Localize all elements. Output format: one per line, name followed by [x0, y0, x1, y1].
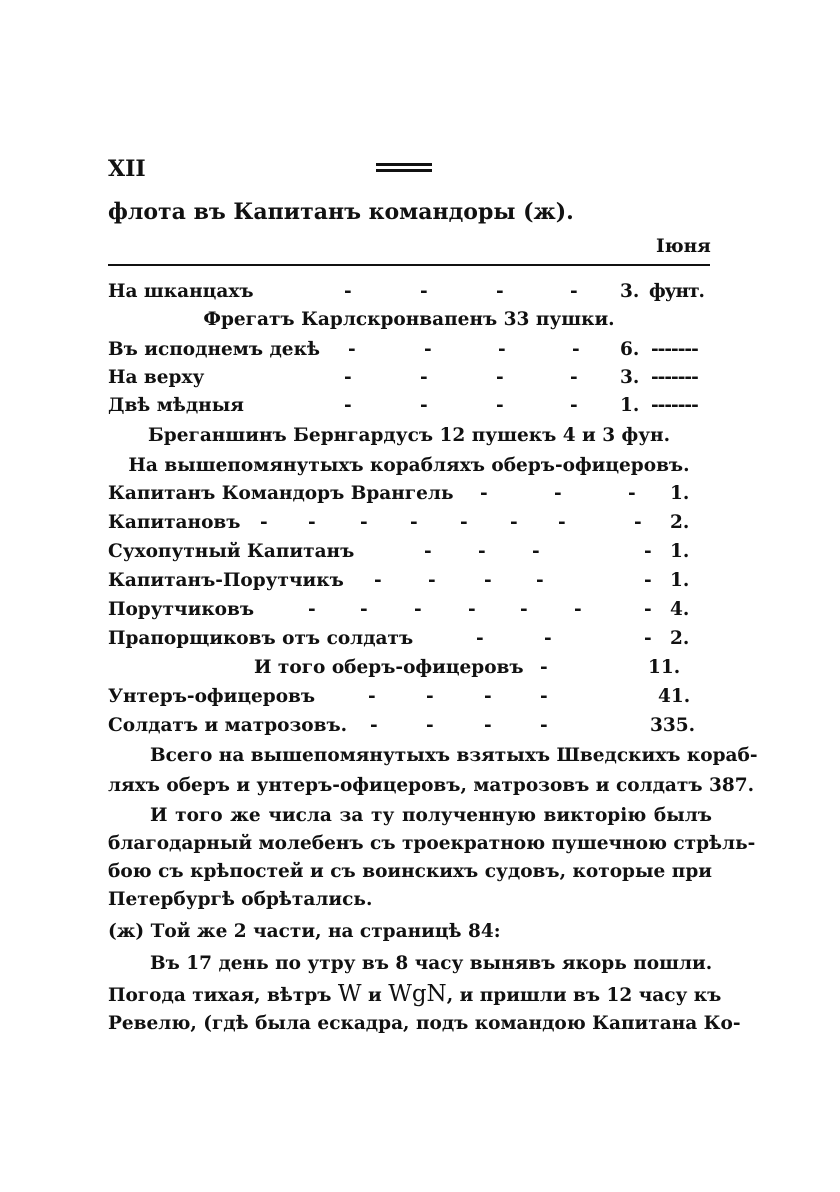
row-value: 2.: [670, 512, 690, 533]
row-unit: -------: [651, 395, 698, 416]
table-row: [108, 336, 710, 364]
row-label: На верху: [108, 367, 205, 388]
row-value: 3.: [620, 281, 640, 302]
row-label: Порутчиковъ: [108, 599, 255, 620]
dash-leader: -: [510, 512, 518, 533]
dash-leader: -: [644, 628, 652, 649]
dash-leader: -: [424, 541, 432, 562]
dash-leader: -: [558, 512, 566, 533]
dash-leader: -: [644, 541, 652, 562]
table-row: [108, 683, 710, 711]
paragraph-line: Петербургѣ обрѣтались.: [108, 889, 373, 910]
row-label: Двѣ мѣдныя: [108, 395, 244, 416]
dash-leader: -: [644, 570, 652, 591]
dash-leader: -: [414, 599, 422, 620]
footnote-line: [108, 980, 722, 1010]
dash-leader: -: [484, 715, 492, 736]
dash-leader: -: [484, 570, 492, 591]
row-value: 3.: [620, 367, 640, 388]
row-label: Въ исподнемъ декѣ: [108, 339, 320, 360]
row-label: Капитановъ: [108, 512, 241, 533]
dash-leader: -: [420, 367, 428, 388]
row-unit: -------: [651, 367, 698, 388]
dash-leader: -: [628, 483, 636, 504]
dash-leader: -: [496, 395, 504, 416]
dash-leader: -: [428, 570, 436, 591]
wind-direction: WgN: [388, 981, 447, 1007]
row-value: 11.: [648, 657, 681, 678]
row-unit: -------: [651, 339, 698, 360]
dash-leader: -: [426, 715, 434, 736]
row-label: Капитанъ-Порутчикъ: [108, 570, 344, 591]
row-value: 1.: [670, 570, 690, 591]
row-unit: фунт.: [649, 281, 704, 302]
dash-leader: -: [570, 367, 578, 388]
table-row: [108, 538, 710, 566]
dash-leader: -: [348, 339, 356, 360]
dash-leader: -: [476, 628, 484, 649]
row-label: И того оберъ-офицеровъ: [254, 657, 524, 678]
paragraph-line: ляхъ оберъ и унтеръ-офицеровъ, матрозовъ и солдатъ 387.: [108, 775, 755, 796]
dash-leader: -: [308, 512, 316, 533]
dash-leader: -: [260, 512, 268, 533]
dash-leader: -: [426, 686, 434, 707]
dash-leader: -: [374, 570, 382, 591]
row-value: 1.: [620, 395, 640, 416]
dash-leader: -: [496, 367, 504, 388]
row-label: Прапорщиковъ отъ солдатъ: [108, 628, 414, 649]
dash-leader: -: [360, 512, 368, 533]
dash-leader: -: [368, 686, 376, 707]
dash-leader: -: [544, 628, 552, 649]
dash-leader: -: [644, 599, 652, 620]
row-label: Сухопутный Капитанъ: [108, 541, 355, 562]
dash-leader: -: [574, 599, 582, 620]
footnote-line: Ревелю, (гдѣ была ескадра, подъ командою Капитана Ко-: [108, 1013, 741, 1034]
row-value: 1.: [670, 483, 690, 504]
dash-leader: -: [496, 281, 504, 302]
paragraph-line: Всего на вышепомянутыхъ взятыхъ Шведскихъ кораб-: [150, 745, 758, 766]
dash-leader: -: [572, 339, 580, 360]
row-label: Капитанъ Командоръ Врангель: [108, 483, 454, 504]
dash-leader: -: [532, 541, 540, 562]
dash-leader: -: [344, 367, 352, 388]
dash-leader: -: [420, 281, 428, 302]
table-row: [108, 625, 710, 653]
dash-leader: -: [478, 541, 486, 562]
footnote-text: и: [368, 985, 382, 1006]
row-label: Унтеръ-офицеровъ: [108, 686, 316, 707]
dash-leader: -: [410, 512, 418, 533]
dash-leader: -: [370, 715, 378, 736]
dash-leader: -: [520, 599, 528, 620]
row-label: Солдатъ и матрозовъ.: [108, 715, 348, 736]
paragraph-line: И того же числа за ту полученную викторію былъ: [150, 805, 712, 826]
table-row: [108, 392, 710, 420]
row-value: 6.: [620, 339, 640, 360]
month-label: Іюня: [656, 236, 711, 257]
dash-leader: -: [480, 483, 488, 504]
row-label: На шканцахъ: [108, 281, 254, 302]
footnote-line: Въ 17 день по утру въ 8 часу вынявъ якорь пошли.: [150, 953, 713, 974]
footnote-text: Погода тихая, вѣтръ: [108, 985, 332, 1006]
dash-leader: -: [570, 395, 578, 416]
dash-leader: -: [554, 483, 562, 504]
row-value: 2.: [670, 628, 690, 649]
table-row: [108, 596, 710, 624]
dash-leader: -: [420, 395, 428, 416]
row-value: 41.: [658, 686, 691, 707]
table-row: [108, 480, 710, 508]
paragraph-line: бою съ крѣпостей и съ воинскихъ судовъ, которые при: [108, 861, 712, 882]
table-row: [108, 567, 710, 595]
dash-leader: -: [498, 339, 506, 360]
dash-leader: -: [540, 657, 548, 678]
dash-leader: -: [634, 512, 642, 533]
page-title: флота въ Капитанъ командоры (ж).: [108, 199, 574, 225]
table-row: [108, 712, 710, 740]
wind-direction: W: [337, 981, 362, 1007]
dash-leader: -: [570, 281, 578, 302]
dash-leader: -: [536, 570, 544, 591]
table-top-rule: [108, 264, 710, 266]
dash-leader: -: [344, 281, 352, 302]
officers-heading: На вышепомянутыхъ корабляхъ оберъ-офицеровъ.: [128, 455, 690, 476]
brigantine-heading: Бреганшинъ Бернгардусъ 12 пушекъ 4 и 3 фун.: [147, 425, 671, 446]
footnote-reference: (ж) Той же 2 части, на страницѣ 84:: [108, 921, 501, 942]
dash-leader: -: [360, 599, 368, 620]
paragraph-line: благодарный молебенъ съ троекратною пушечною стрѣль-: [108, 833, 756, 854]
dash-leader: -: [468, 599, 476, 620]
footnote-text: , и пришли въ 12 часу къ: [446, 985, 722, 1006]
dash-leader: -: [344, 395, 352, 416]
dash-leader: -: [484, 686, 492, 707]
row-value: 335.: [650, 715, 696, 736]
row-value: 1.: [670, 541, 690, 562]
dash-leader: -: [308, 599, 316, 620]
dash-leader: -: [540, 715, 548, 736]
dash-leader: -: [540, 686, 548, 707]
row-value: 4.: [670, 599, 690, 620]
dash-leader: -: [460, 512, 468, 533]
dash-leader: -: [424, 339, 432, 360]
table-row: [108, 364, 710, 392]
page-number: XII: [108, 156, 146, 182]
ornament-rule: [376, 163, 432, 166]
table-row: [108, 278, 710, 306]
table-row: [108, 509, 710, 537]
ornament-rule-lower: [376, 169, 432, 172]
frigate-heading: Фрегатъ Карлскронвапенъ 33 пушки.: [203, 309, 615, 330]
table-total-row: [108, 654, 710, 682]
